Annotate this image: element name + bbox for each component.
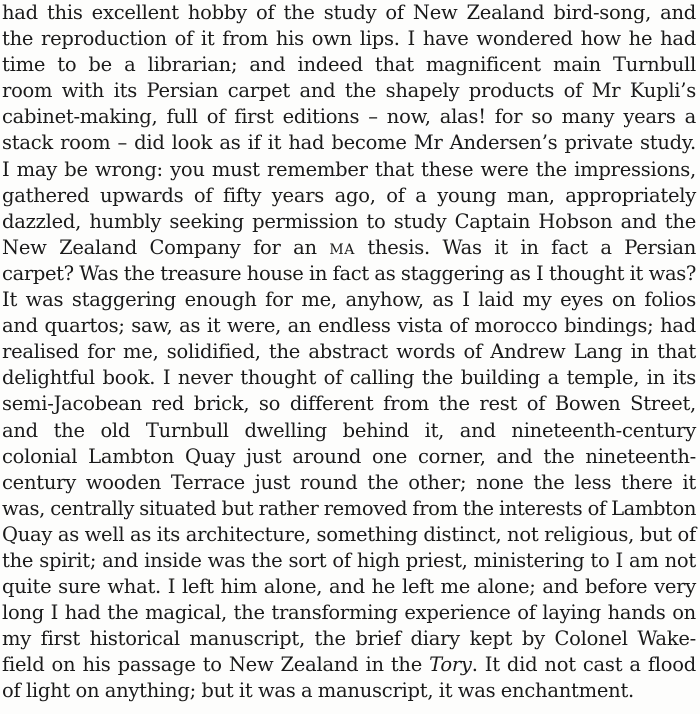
text-line-13: and quartos; saw, as it were, an endless vista of morocco bindings; had — [2, 314, 696, 338]
text-line-26-end: . It did not cast a flood — [471, 653, 697, 677]
text-line-14: realised for me, solidified, the abstract words of Andrew Lang in that — [2, 340, 696, 364]
ship-name-tory: Tory — [429, 653, 472, 677]
text-line-7: I may be wrong: you must remember that these were the impressions, — [2, 157, 696, 181]
text-line-6: stack room – did look as if it had become Mr Andersen’s private study. — [2, 131, 696, 155]
text-line-15: delightful book. I never thought of calling the building a temple, in its — [2, 366, 696, 390]
text-line-26-start: field on his passage to New Zealand in the — [2, 653, 430, 677]
text-line-22: the spirit; and inside was the sort of high priest, ministering to I am not — [2, 548, 696, 572]
text-line-10 — [0, 235, 696, 261]
text-line-18: colonial Lambton Quay just around one corner, and the nineteenth- — [2, 444, 696, 468]
text-line-21: Quay as well as its architecture, something distinct, not religious, but of — [2, 522, 696, 546]
text-line-3: time to be a librarian; and indeed that magnificent main Turnbull — [2, 53, 696, 77]
text-line-9: dazzled, humbly seeking permission to study Captain Hobson and the — [2, 209, 696, 233]
text-line-1: had this excellent hobby of the study of New Zealand bird-song, and — [2, 1, 696, 24]
text-line-24: long I had the magical, the transforming experience of laying hands on — [2, 601, 696, 625]
text-line-25: my first historical manuscript, the brief diary kept by Colonel Wake- — [2, 627, 696, 651]
text-line-5: cabinet-making, full of first editions – now, alas! for so many years a — [2, 105, 696, 129]
text-line-19: century wooden Terrace just round the other; none the less there it — [2, 470, 696, 494]
text-line-17: and the old Turnbull dwelling behind it, and nineteenth-century — [2, 418, 696, 442]
text-line-2: the reproduction of it from his own lips. I have wondered how he had — [2, 27, 696, 51]
text-line-27: of light on anything; but it was a manuscript, it was enchantment. — [2, 679, 634, 703]
text-line-20: was, centrally situated but rather removed from the interests of Lambton — [2, 496, 696, 520]
text-line-4: room with its Persian carpet and the shapely products of Mr Kupli’s — [2, 79, 696, 103]
text-line-10-end: thesis. Was it in fact a Persian — [354, 235, 697, 259]
text-line-16: semi-Jacobean red brick, so different from the rest of Bowen Street, — [2, 392, 696, 416]
text-line-12: It was staggering enough for me, anyhow, as I laid my eyes on folios — [2, 288, 696, 312]
text-line-8: gathered upwards of fifty years ago, of a young man, appropriately — [2, 183, 696, 207]
abbreviation-ma: ma — [329, 235, 355, 259]
text-line-26 — [0, 652, 696, 678]
text-line-10-start: New Zealand Company for an — [2, 235, 330, 259]
text-line-11: carpet? Was the treasure house in fact as staggering as I thought it was? — [2, 261, 696, 285]
text-line-23: quite sure what. I left him alone, and he left me alone; and before very — [2, 575, 696, 599]
